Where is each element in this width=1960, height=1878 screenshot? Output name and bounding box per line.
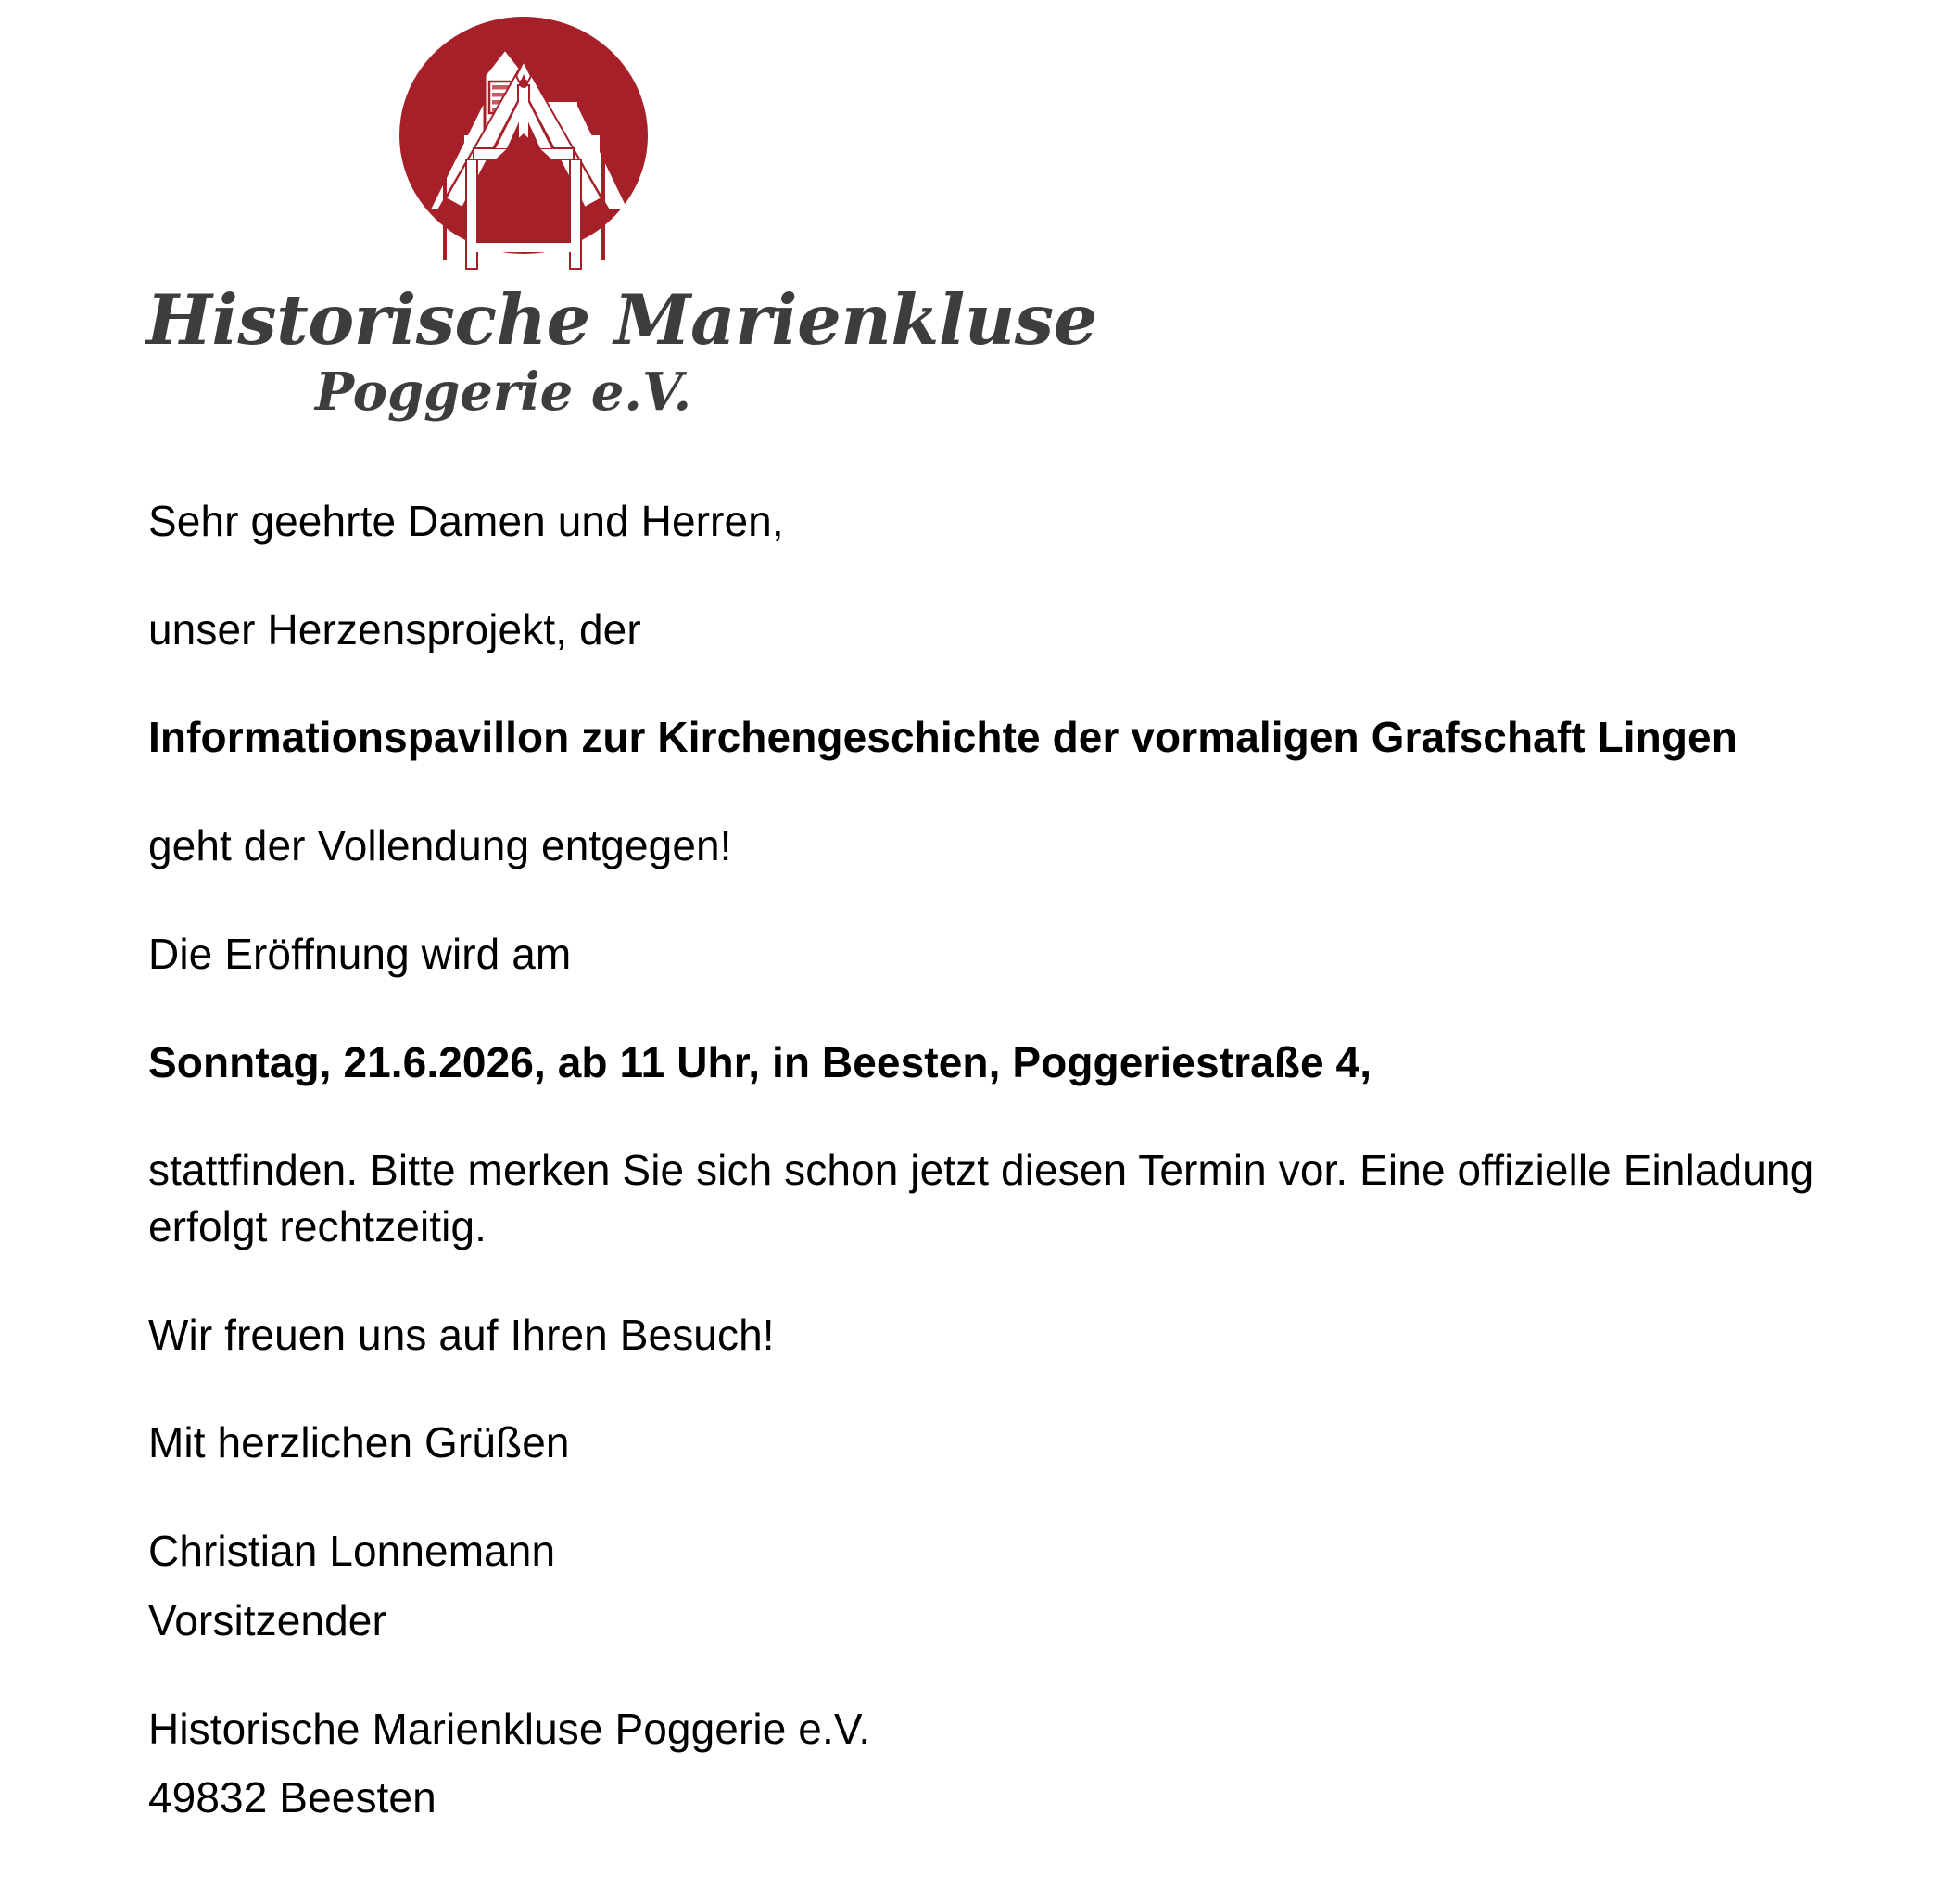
closing-paragraph: stattfinden. Bitte merken Sie sich schon jetzt diesen Termin vor. Eine offizielle Einladung erfolgt rechtzeitig. (148, 1146, 1815, 1251)
organization-name: Historische Marienkluse Poggerie e.V. (148, 1704, 871, 1753)
project-title: Informationspavillon zur Kirchengeschichte der vormaligen Grafschaft Lingen (148, 713, 1738, 762)
signature-role: Vorsitzender (148, 1595, 386, 1644)
after-title-line: geht der Vollendung entgegen! (148, 821, 732, 870)
logo-wordmark-line-2: Poggerie e.V. (315, 362, 692, 423)
letter-body (148, 493, 1858, 1878)
signature-name: Christian Lonnemann (148, 1527, 556, 1576)
logo-wordmark-line-1: Historische Marienkluse (146, 279, 1097, 361)
opening-lead: Die Eröffnung wird am (148, 929, 572, 978)
event-details: Sonntag, 21.6.2026, ab 11 Uhr, in Beesten, Poggeriestraße 4, (148, 1037, 1372, 1086)
organization-address: 49832 Beesten (148, 1773, 436, 1822)
invitation-line: Wir freuen uns auf Ihren Besuch! (148, 1310, 775, 1359)
intro-line: unser Herzensprojekt, der (148, 604, 641, 653)
salutation: Sehr geehrte Damen und Herren, (148, 497, 784, 545)
logo-wordmark (139, 279, 1097, 423)
valediction: Mit herzlichen Grüßen (148, 1418, 570, 1467)
letterhead (139, 17, 1097, 423)
marienkluse-chapel-logo-icon (385, 17, 663, 295)
